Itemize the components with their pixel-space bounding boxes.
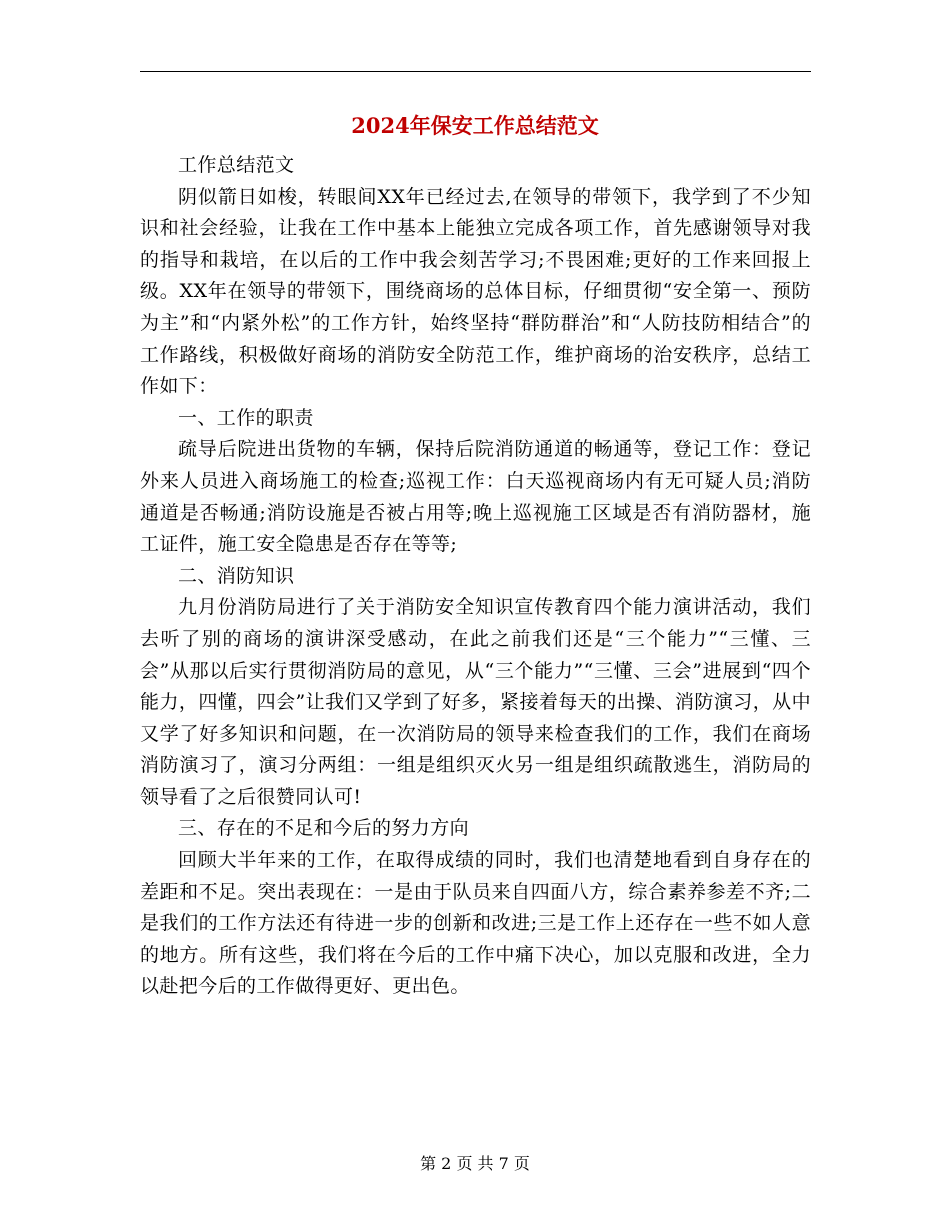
section-heading-shortcomings: 三、存在的不足和今后的努力方向 [178,817,470,840]
document-body [140,150,811,1003]
document-title: 2024年保安工作总结范文 [351,113,599,138]
paragraph-shortcomings: 回顾大半年来的工作，在取得成绩的同时，我们也清楚地看到自身存在的差距和不足。突出表现在：一是由于队员来自四面八方，综合素养参差不齐;二是我们的工作方法还有待进一步的创新和改进;三是工作上还存在一些不如人意的地方。所有这些，我们将在今后的工作中痛下决心，加以克服和改进，全力以赴把今后的工作做得更好、更出色。 [140,849,811,998]
paragraph-intro: 阴似箭日如梭，转眼间XX年已经过去,在领导的带领下，我学到了不少知识和社会经验，让我在工作中基本上能独立完成各项工作，首先感谢领导对我的指导和栽培，在以后的工作中我会刻苦学习;不畏困难;更好的工作来回报上级。XX年在领导的带领下，围绕商场的总体目标，仔细贯彻“安全第一、预防为主”和“内紧外松”的工作方针，始终坚持“群防群治”和“人防技防相结合”的工作路线，积极做好商场的消防安全防范工作，维护商场的治安秩序，总结工作如下： [140,185,811,398]
section-heading-duties: 一、工作的职责 [178,406,314,429]
section-heading-fire-knowledge: 二、消防知识 [178,564,295,587]
header-rule [140,71,811,72]
paragraph-subtitle: 工作总结范文 [178,154,295,176]
paragraph-fire-knowledge: 九月份消防局进行了关于消防安全知识宣传教育四个能力演讲活动，我们去听了别的商场的演讲深受感动，在此之前我们还是“三个能力”“三懂、三会”从那以后实行贯彻消防局的意见，从“三个能力”“三懂、三会”进展到“四个能力，四懂，四会”让我们又学到了好多，紧接着每天的出操、消防演习，从中又学了好多知识和问题，在一次消防局的领导来检查我们的工作，我们在商场消防演习了，演习分两组：一组是组织灭火另一组是组织疏散逃生，消防局的领导看了之后很赞同认可! [140,596,811,808]
paragraph-duties: 疏导后院进出货物的车辆，保持后院消防通道的畅通等，登记工作：登记外来人员进入商场施工的检查;巡视工作：白天巡视商场内有无可疑人员;消防通道是否畅通;消防设施是否被占用等;晚上巡视施工区域是否有消防器材，施工证件，施工安全隐患是否存在等等; [140,438,811,556]
page-number: 第 2 页 共 7 页 [420,1154,530,1173]
